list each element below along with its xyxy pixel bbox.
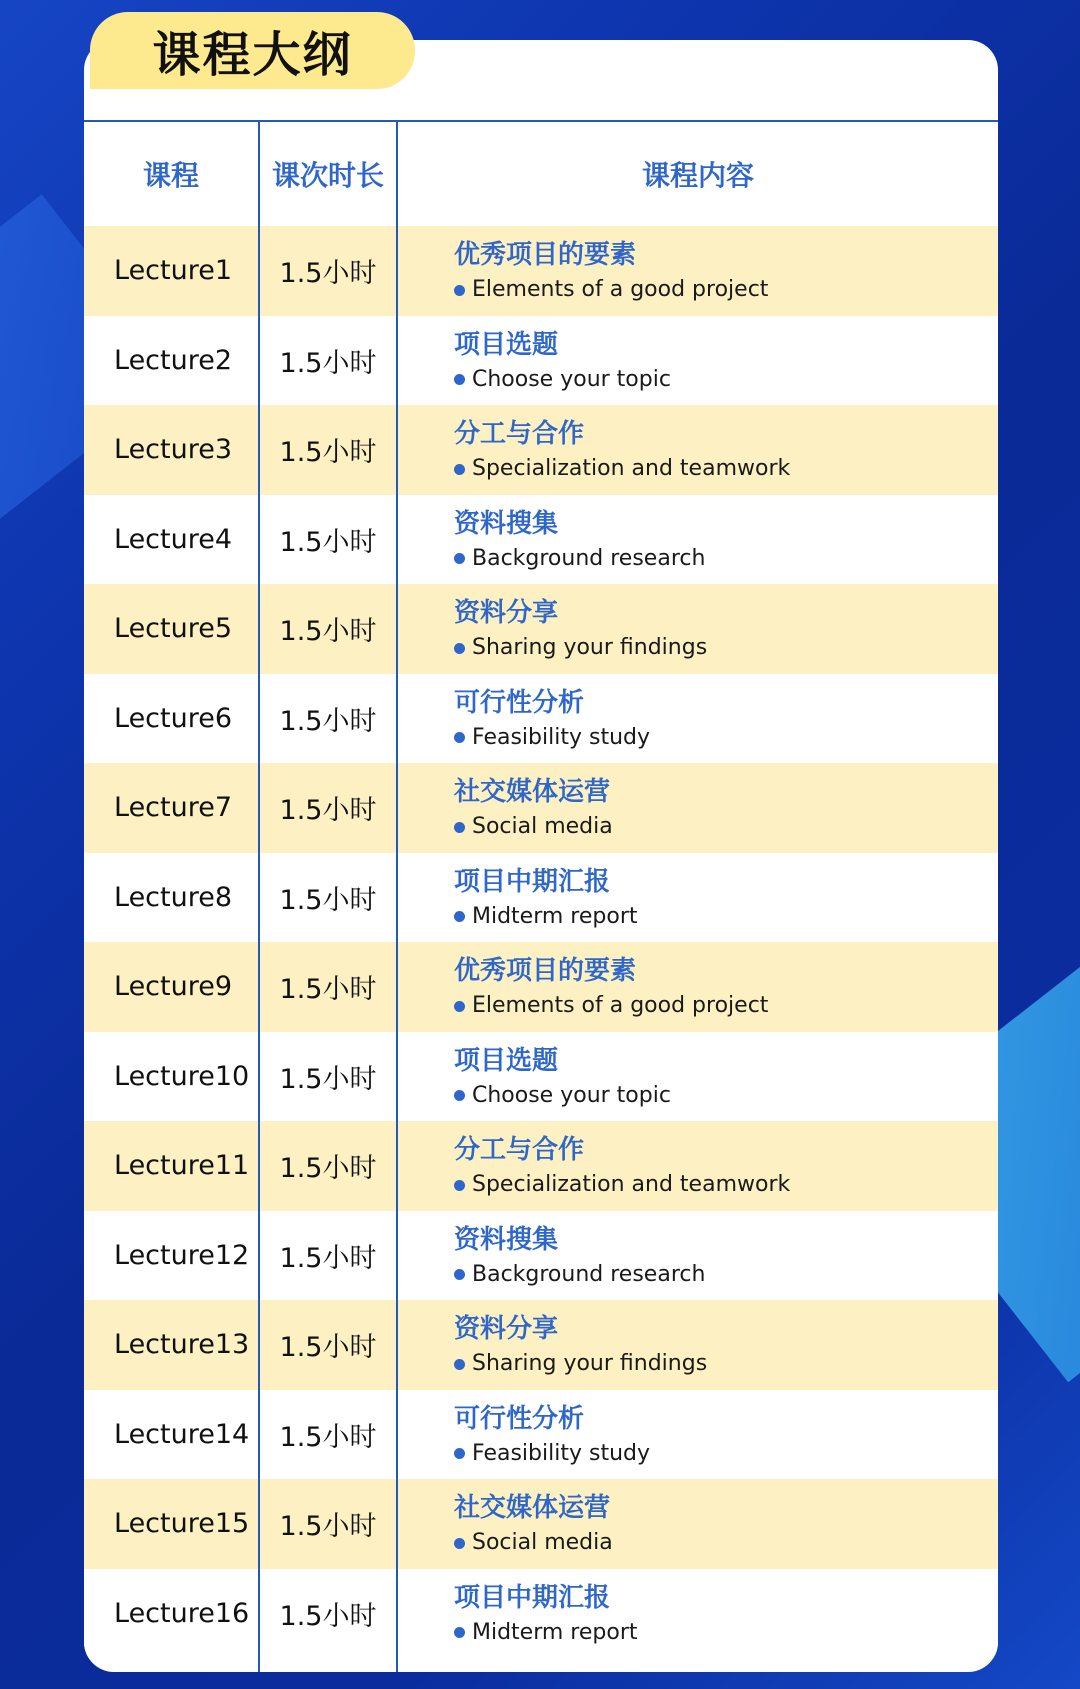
table-row [84, 1569, 998, 1659]
bullet-icon [454, 1359, 465, 1370]
content-title-zh: 项目中期汇报 [454, 866, 611, 897]
course-content [454, 954, 768, 1021]
content-subtitle-en [454, 902, 638, 932]
content-title-zh: 优秀项目的要素 [454, 240, 637, 270]
course-content [454, 1223, 705, 1290]
column-divider-2 [396, 122, 398, 1672]
header-top-divider [84, 120, 998, 122]
content-subtitle-en [454, 633, 707, 663]
bullet-icon [454, 1627, 465, 1638]
lecture-duration: 1.5小时 [279, 616, 377, 648]
content-title-zh: 项目选题 [454, 1045, 559, 1076]
lecture-name: Lecture11 [114, 1150, 250, 1182]
page-title: 课程大纲 [152, 27, 353, 83]
course-content [454, 507, 705, 574]
lecture-name: Lecture15 [114, 1508, 250, 1540]
course-content [454, 865, 638, 932]
content-title-zh: 社交媒体运营 [454, 777, 611, 807]
column-divider-1 [258, 122, 260, 1672]
bullet-icon [454, 732, 465, 743]
content-title-zh: 分工与合作 [454, 1135, 585, 1165]
content-subtitle-en [454, 1081, 671, 1111]
content-subtitle-en [454, 1349, 707, 1379]
header-duration: 课次时长 [271, 159, 384, 192]
content-english: Social media [472, 814, 613, 839]
content-english: Midterm report [472, 1619, 638, 1645]
content-english: Background research [472, 1261, 706, 1287]
bullet-icon [454, 1448, 465, 1459]
content-english: Specialization and teamwork [472, 1172, 791, 1197]
lecture-name: Lecture6 [114, 702, 233, 734]
table-row [84, 1211, 998, 1301]
content-subtitle-en [454, 1528, 613, 1558]
lecture-name: Lecture14 [114, 1418, 250, 1450]
content-subtitle-en [454, 723, 650, 753]
content-english: Choose your topic [472, 366, 671, 392]
content-subtitle-en [454, 991, 768, 1021]
content-subtitle-en [454, 1618, 638, 1648]
lecture-duration: 1.5小时 [279, 437, 377, 469]
table-row [84, 763, 998, 853]
lecture-name: Lecture10 [114, 1060, 250, 1092]
content-english: Choose your topic [472, 1082, 671, 1108]
course-content [454, 1133, 790, 1200]
course-content [454, 1402, 650, 1469]
lecture-name: Lecture13 [114, 1329, 250, 1361]
bullet-icon [454, 464, 465, 475]
lecture-name: Lecture1 [114, 255, 233, 287]
table-row [84, 1390, 998, 1480]
lecture-duration: 1.5小时 [279, 1421, 377, 1453]
content-english: Social media [472, 1530, 613, 1555]
table-row [84, 226, 998, 316]
content-english: Sharing your findings [472, 635, 708, 660]
content-subtitle-en [454, 454, 790, 484]
table-row [84, 674, 998, 764]
course-content [454, 238, 768, 305]
lecture-name: Lecture3 [114, 434, 233, 466]
content-title-zh: 资料搜集 [454, 1224, 559, 1255]
lecture-duration: 1.5小时 [279, 1063, 377, 1095]
content-title-zh: 社交媒体运营 [454, 1493, 611, 1523]
course-content [454, 686, 650, 753]
bullet-icon [454, 553, 465, 564]
table-row [84, 584, 998, 674]
course-content [454, 596, 707, 663]
table-row [84, 1479, 998, 1569]
course-content [454, 1491, 613, 1558]
syllabus-card [84, 40, 998, 1672]
bullet-icon [454, 643, 465, 654]
content-title-zh: 项目中期汇报 [454, 1582, 611, 1613]
table-row [84, 1032, 998, 1122]
content-title-zh: 可行性分析 [454, 687, 585, 718]
lecture-duration: 1.5小时 [279, 1600, 377, 1632]
course-content [454, 417, 790, 484]
lecture-duration: 1.5小时 [279, 347, 377, 379]
bullet-icon [454, 1538, 465, 1549]
course-content [454, 1044, 671, 1111]
lecture-duration: 1.5小时 [279, 884, 377, 916]
content-title-zh: 可行性分析 [454, 1403, 585, 1434]
content-english: Sharing your findings [472, 1351, 708, 1376]
lecture-duration: 1.5小时 [279, 795, 377, 827]
header-course: 课程 [142, 159, 199, 192]
table-row [84, 1121, 998, 1211]
lecture-name: Lecture9 [114, 971, 233, 1003]
lecture-name: Lecture2 [114, 344, 233, 376]
lecture-name: Lecture8 [114, 881, 233, 913]
table-row [84, 405, 998, 495]
lecture-name: Lecture7 [114, 792, 233, 824]
content-title-zh: 优秀项目的要素 [454, 956, 637, 986]
content-english: Background research [472, 545, 706, 571]
course-content [454, 1581, 638, 1648]
lecture-duration: 1.5小时 [279, 1242, 377, 1274]
table-row [84, 316, 998, 406]
content-title-zh: 项目选题 [454, 329, 559, 360]
lecture-duration: 1.5小时 [279, 258, 377, 290]
content-english: Elements of a good project [472, 993, 769, 1018]
content-english: Feasibility study [472, 1440, 650, 1466]
course-content [454, 1312, 707, 1379]
content-subtitle-en [454, 275, 768, 305]
content-subtitle-en [454, 544, 705, 574]
content-subtitle-en [454, 365, 671, 395]
lecture-duration: 1.5小时 [279, 1332, 377, 1364]
table-row [84, 853, 998, 943]
table-row [84, 1300, 998, 1390]
course-content [454, 775, 613, 842]
content-subtitle-en [454, 812, 613, 842]
content-english: Feasibility study [472, 724, 650, 750]
lecture-name: Lecture16 [114, 1597, 250, 1629]
bullet-icon [454, 285, 465, 296]
lecture-name: Lecture4 [114, 523, 233, 555]
content-subtitle-en [454, 1260, 705, 1290]
content-english: Midterm report [472, 903, 638, 929]
syllabus-table-body [84, 226, 998, 1658]
content-subtitle-en [454, 1439, 650, 1469]
lecture-duration: 1.5小时 [279, 1153, 377, 1185]
content-title-zh: 资料分享 [454, 1314, 559, 1344]
lecture-duration: 1.5小时 [279, 526, 377, 558]
course-content [454, 328, 671, 395]
bullet-icon [454, 1269, 465, 1280]
bullet-icon [454, 1180, 465, 1191]
lecture-name: Lecture5 [114, 613, 233, 645]
bullet-icon [454, 1090, 465, 1101]
lecture-duration: 1.5小时 [279, 974, 377, 1006]
content-title-zh: 资料搜集 [454, 508, 559, 539]
content-english: Elements of a good project [472, 277, 769, 302]
header-content: 课程内容 [641, 159, 754, 192]
bullet-icon [454, 822, 465, 833]
content-english: Specialization and teamwork [472, 456, 791, 481]
content-title-zh: 资料分享 [454, 598, 559, 628]
content-subtitle-en [454, 1170, 790, 1200]
bullet-icon [454, 911, 465, 922]
bullet-icon [454, 374, 465, 385]
content-title-zh: 分工与合作 [454, 419, 585, 449]
lecture-duration: 1.5小时 [279, 1511, 377, 1543]
lecture-duration: 1.5小时 [279, 705, 377, 737]
bullet-icon [454, 1001, 465, 1012]
table-row [84, 942, 998, 1032]
table-header [84, 122, 998, 226]
title-tab [90, 12, 415, 89]
table-row [84, 495, 998, 585]
lecture-name: Lecture12 [114, 1239, 250, 1271]
